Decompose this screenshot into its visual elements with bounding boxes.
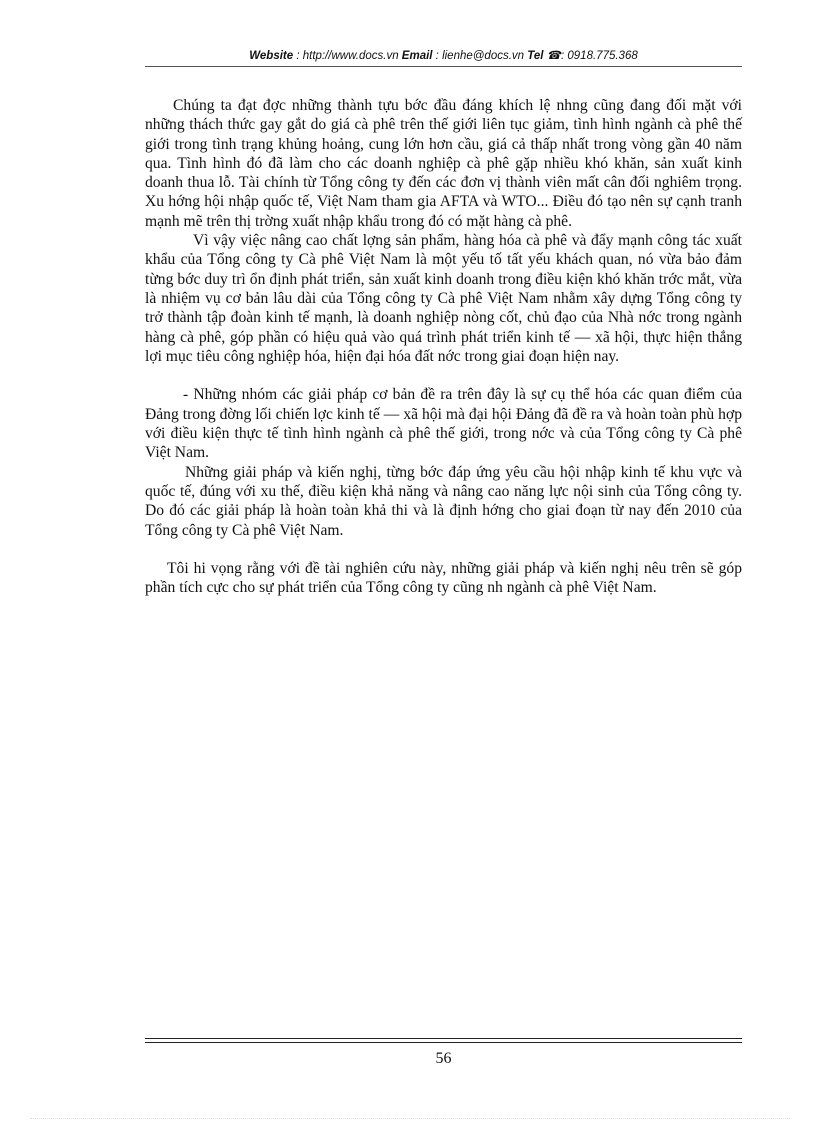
paragraph-conclusion: Tôi hi vọng rằng với đề tài nghiên cứu này, những giải pháp và kiến nghị nêu trên sẽ góp phần tích cực cho sự phát triển của Tổng công ty cũng nh ngành cà phê Việt Nam.	[145, 560, 742, 597]
paragraph-export-strategy: Vì vậy việc nâng cao chất lợng sản phẩm, hàng hóa cà phê và đẩy mạnh công tác xuất khẩu của Tổng công ty Cà phê Việt Nam là một yếu tố tất yếu khách quan, nó vừa bảo đảm từng bớc duy trì ổn định phát triển, sản xuất kinh doanh trong điều kiện khó khăn trớc mắt, vừa là nhiệm vụ cơ bản lâu dài của Tổng công ty Cà phê Việt Nam nhằm xây dựng Tổng công ty trở thành tập đoàn kinh tế mạnh, là doanh nghiệp nòng cốt, chủ đạo của Nhà nớc trong ngành hàng cà phê, góp phần có hiệu quả vào quá trình phát triển kinh tế — xã hội, thực hiện thắng lợi mục tiêu công nghiệp hóa, hiện đại hóa đất nớc trong giai đoạn hiện nay.	[145, 232, 742, 365]
footer-divider-bottom	[145, 1042, 742, 1043]
phone-icon: ☎	[546, 50, 561, 62]
document-body	[145, 96, 742, 598]
email-label: Email	[401, 50, 433, 62]
page-header	[145, 48, 742, 64]
paragraph-intro: Chúng ta đạt đợc những thành tựu bớc đầu đáng khích lệ nhng cũng đang đối mặt với những thách thức gay gắt do giá cà phê trên thế giới liên tục giảm, tình hình ngành cà phê thế giới trong tình trạng khủng hoảng, cung lớn hơn cầu, giá cả thấp nhất trong vòng gần 40 năm qua. Tình hình đó đã làm cho các doanh nghiệp cà phê gặp nhiều khó khăn, sản xuất kinh doanh thua lỗ. Tài chính từ Tổng công ty đến các đơn vị thành viên mất cân đối nghiêm trọng. Xu hớng hội nhập quốc tế, Việt Nam tham gia AFTA và WTO... Điều đó tạo nên sự cạnh tranh mạnh mẽ trên thị trờng xuất nhập khẩu trong đó có mặt hàng cà phê.	[145, 97, 742, 230]
header-divider	[145, 66, 742, 67]
website-value: : http://www.docs.vn	[293, 50, 402, 62]
paragraph-gap	[145, 540, 742, 559]
email-value: : lienhe@docs.vn	[432, 50, 528, 62]
page-edge	[30, 1118, 790, 1119]
paragraph-solution-groups: - Những nhóm các giải pháp cơ bản đề ra trên đây là sự cụ thể hóa các quan điểm của Đảng trong đờng lối chiến lợc kinh tế — xã hội mà đại hội Đảng đã đề ra và hoàn toàn phù hợp với điều kiện thực tế tình hình ngành cà phê thế giới, trong nớc và của Tổng công ty Cà phê Việt Nam.	[145, 386, 742, 462]
tel-label: Tel	[527, 50, 544, 62]
paragraph-gap	[145, 366, 742, 385]
paragraph-feasibility: Những giải pháp và kiến nghị, từng bớc đáp ứng yêu cầu hội nhập kinh tế khu vực và quốc tế, đúng với xu thế, điều kiện khả năng và nâng cao năng lực nội sinh của Tổng công ty. Do đó các giải pháp là hoàn toàn khả thi và là định hớng cho giai đoạn từ nay đến 2010 của Tổng công ty Cà phê Việt Nam.	[145, 463, 742, 539]
page-number: 56	[435, 1050, 452, 1067]
tel-value: : 0918.775.368	[561, 50, 638, 62]
footer-divider-top	[145, 1038, 742, 1039]
website-label: Website	[249, 50, 294, 62]
